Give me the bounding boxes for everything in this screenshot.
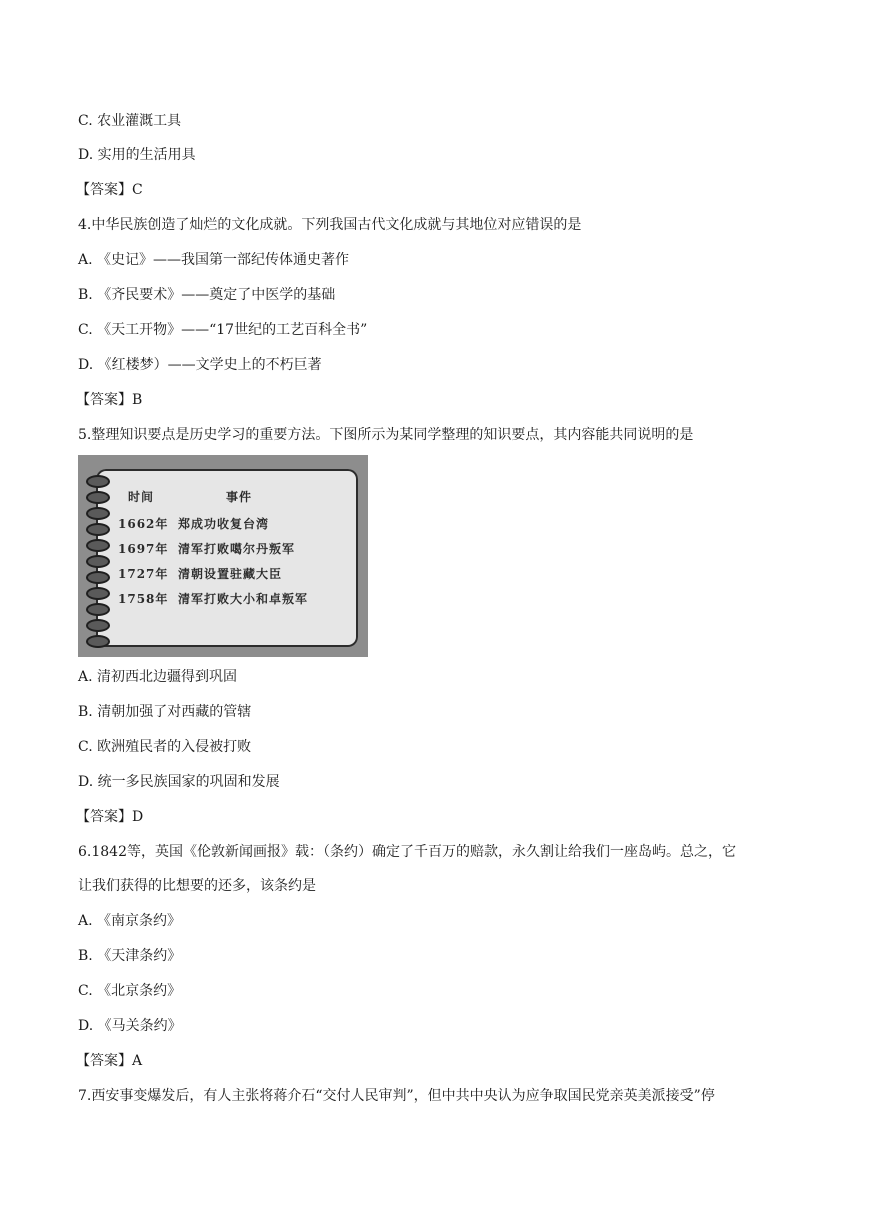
question-4: 4.中华民族创造了灿烂的文化成就。下列我国古代文化成就与其地位对应错误的是 <box>78 217 582 233</box>
option-5c: C. 欧洲殖民者的入侵被打败 <box>78 739 252 755</box>
option-6c: C. 《北京条约》 <box>78 983 182 999</box>
option-5d: D. 统一多民族国家的巩固和发展 <box>78 774 280 790</box>
spiral-ring <box>86 523 110 536</box>
spiral-ring <box>86 603 110 616</box>
option-5a: A. 清初西北边疆得到巩固 <box>78 669 238 685</box>
question-7: 7.西安事变爆发后，有人主张将蒋介石“交付人民审判”，但中共中央认为应争取国民党亲英美派接受”停 <box>78 1088 715 1104</box>
spiral-ring <box>86 571 110 584</box>
spiral-ring <box>86 619 110 632</box>
notebook-header-time: 时间 <box>128 490 155 504</box>
notebook-row-year: 1758年 <box>118 592 169 606</box>
question-5: 5.整理知识要点是历史学习的重要方法。下图所示为某同学整理的知识要点，其内容能共同说明的是 <box>78 427 694 443</box>
spiral-ring <box>86 507 110 520</box>
option-6d: D. 《马关条约》 <box>78 1018 182 1034</box>
spiral-ring <box>86 491 110 504</box>
option-6b: B. 《天津条约》 <box>78 948 182 964</box>
option-3c: C. 农业灌溉工具 <box>78 113 182 129</box>
option-3d: D. 实用的生活用具 <box>78 147 196 163</box>
notebook-row-year: 1662年 <box>118 517 169 531</box>
notebook-row-event: 清军打败噶尔丹叛军 <box>178 542 296 556</box>
notebook-header-event: 事件 <box>226 490 253 504</box>
answer-5: 【答案】D <box>76 809 144 825</box>
spiral-ring <box>86 587 110 600</box>
notebook-row-event: 郑成功收复台湾 <box>178 517 270 531</box>
question-6-line-1: 6.1842等，英国《伦敦新闻画报》载：（条约）确定了千百万的赔款，永久割让给我们一座岛屿。总之，它 <box>78 844 736 860</box>
spiral-ring <box>86 539 110 552</box>
answer-4: 【答案】B <box>76 392 143 408</box>
spiral-ring <box>86 475 110 488</box>
notebook-image <box>78 455 368 657</box>
option-4d: D. 《红楼梦）——文学史上的不朽巨著 <box>78 357 322 373</box>
question-6-line-2: 让我们获得的比想要的还多，该条约是 <box>78 878 316 894</box>
option-6a: A. 《南京条约》 <box>78 913 182 929</box>
notebook-row-year: 1697年 <box>118 542 169 556</box>
notebook-row-year: 1727年 <box>118 567 169 581</box>
option-4c: C. 《天工开物》——“17世纪的工艺百科全书” <box>78 322 368 338</box>
option-4a: A. 《史记》——我国第一部纪传体通史著作 <box>78 252 350 268</box>
spiral-ring <box>86 555 110 568</box>
notebook-row-event: 清军打败大小和卓叛军 <box>178 592 309 606</box>
answer-6: 【答案】A <box>76 1053 143 1069</box>
answer-3: 【答案】C <box>76 182 143 198</box>
option-5b: B. 清朝加强了对西藏的管辖 <box>78 704 252 720</box>
option-4b: B. 《齐民要术》——奠定了中医学的基础 <box>78 287 336 303</box>
spiral-ring <box>86 635 110 648</box>
notebook-row-event: 清朝设置驻藏大臣 <box>178 567 283 581</box>
